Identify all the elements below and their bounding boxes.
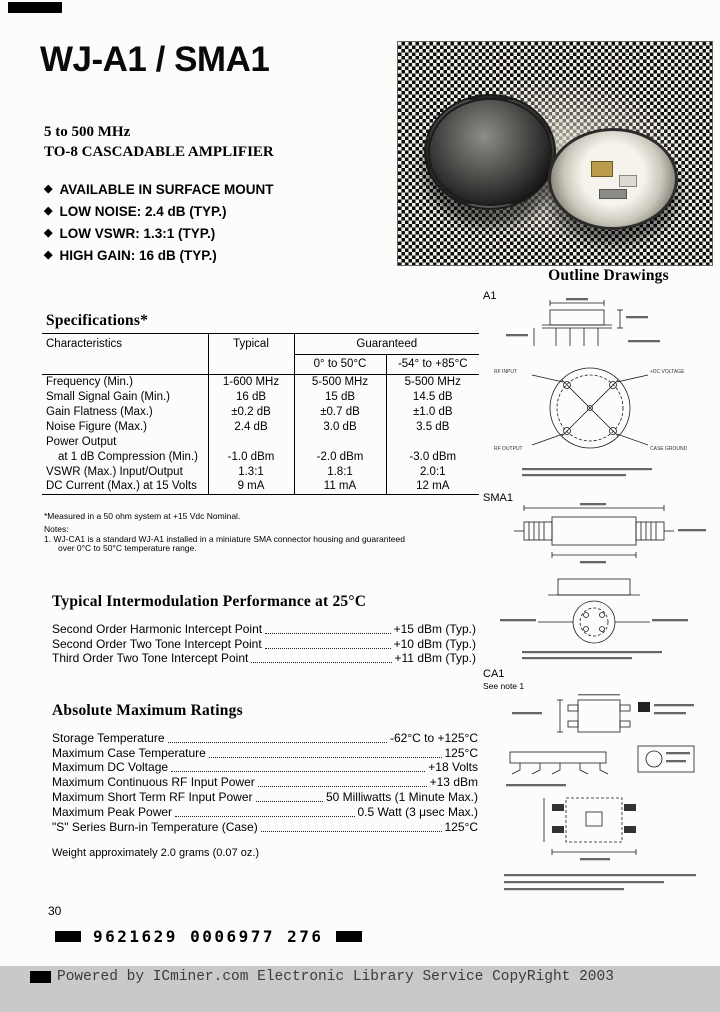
spec-label: Gain Flatness (Max.)	[46, 405, 153, 418]
spec-guaranteed-value-2: -3.0 dBm	[386, 450, 479, 465]
product-subtitle	[44, 122, 274, 162]
dot-leader	[258, 786, 427, 787]
footer-copyright: Powered by ICminer.com Electronic Library Service CopyRight 2003	[57, 969, 614, 985]
feature-list	[44, 178, 273, 266]
spec-label: Power Output	[46, 435, 117, 448]
spec-label: Noise Figure (Max.)	[46, 420, 147, 433]
spec-row	[42, 375, 479, 390]
subtitle-frequency: 5 to 500 MHz	[44, 124, 131, 140]
spec-typical-value: 2.4 dB	[208, 420, 294, 435]
spec-guaranteed-value-2: 5-500 MHz	[386, 375, 479, 390]
rating-row	[52, 745, 478, 760]
column-header-temp-range-1: 0° to 50°C	[294, 355, 386, 375]
barcode-right-block	[336, 931, 362, 942]
dot-leader	[265, 648, 391, 649]
note-1-line-1: 1. WJ-CA1 is a standard WJ-A1 installed in a miniature SMA connector housing and guaranteed	[44, 534, 405, 544]
column-header-temp-range-2: -54° to +85°C	[386, 355, 479, 375]
rating-value: 50 Milliwatts (1 Minute Max.)	[325, 789, 478, 804]
rating-label: Maximum DC Voltage	[52, 760, 169, 775]
hybrid-circuit-die	[599, 189, 627, 199]
diamond-bullet-icon: ◆	[44, 182, 53, 195]
absolute-maximum-list	[52, 730, 478, 834]
dot-leader	[171, 771, 425, 772]
a1-drawing-label: A1	[483, 290, 497, 302]
spec-row	[42, 465, 479, 480]
rating-label: "S" Series Burn-in Temperature (Case)	[52, 819, 258, 834]
dot-leader	[251, 662, 391, 663]
specifications-heading: Specifications*	[46, 312, 149, 329]
hybrid-circuit-die	[619, 175, 637, 187]
dot-leader	[265, 633, 391, 634]
rating-row	[52, 804, 478, 819]
column-header-typical: Typical	[208, 334, 294, 375]
intermod-label: Second Order Two Tone Intercept Point	[52, 636, 262, 651]
intermod-label: Second Order Harmonic Intercept Point	[52, 621, 263, 636]
spec-typical-value	[208, 435, 294, 450]
spec-label: VSWR (Max.) Input/Output	[46, 465, 183, 478]
sma1-outline-drawing	[488, 503, 714, 663]
barcode-left-block	[55, 931, 81, 942]
spec-typical-value: 9 mA	[208, 480, 294, 495]
intermodulation-heading: Typical Intermodulation Performance at 25°C	[52, 593, 367, 610]
barcode-digits: 9621629 0006977 276	[93, 927, 324, 946]
outline-drawings-heading: Outline Drawings	[548, 267, 669, 284]
spec-row	[42, 450, 479, 465]
spec-footnote: *Measured in a 50 ohm system at +15 Vdc Nominal.	[44, 511, 241, 521]
notes-label: Notes:	[44, 524, 69, 534]
ca1-drawing-label: CA1	[483, 668, 505, 680]
intermod-label: Third Order Two Tone Intercept Point	[52, 651, 249, 666]
spec-guaranteed-value-1: ±0.7 dB	[294, 405, 386, 420]
spec-guaranteed-value-1: 15 dB	[294, 390, 386, 405]
spec-guaranteed-value-1: 3.0 dB	[294, 420, 386, 435]
product-photo	[398, 42, 712, 265]
amplifier-can-closed	[424, 94, 556, 210]
rating-value: 0.5 Watt (3 μsec Max.)	[357, 804, 478, 819]
diamond-bullet-icon: ◆	[44, 204, 53, 217]
spec-guaranteed-value-2: 12 mA	[386, 480, 479, 495]
specifications-table	[42, 333, 479, 495]
rating-value: +18 Volts	[428, 760, 478, 775]
a1-pin-label-case-ground: CASE GROUND	[650, 446, 688, 452]
spec-guaranteed-value-1	[294, 435, 386, 450]
dot-leader	[256, 801, 323, 802]
feature-item	[44, 200, 273, 222]
ca1-see-note: See note 1	[483, 681, 525, 691]
a1-pin-label-rf-input: RF INPUT	[494, 369, 518, 375]
feature-item	[44, 222, 273, 244]
feature-text: LOW VSWR: 1.3:1 (TYP.)	[59, 225, 216, 241]
ca1-marking-block	[638, 702, 650, 712]
intermod-row	[52, 651, 476, 666]
rating-row	[52, 789, 478, 804]
rating-label: Maximum Case Temperature	[52, 745, 206, 760]
spec-guaranteed-value-1: 5-500 MHz	[294, 375, 386, 390]
rating-label: Maximum Peak Power	[52, 804, 173, 819]
rating-row	[52, 774, 478, 789]
intermod-row	[52, 636, 476, 651]
intermod-value: +15 dBm (Typ.)	[393, 621, 476, 636]
spec-row	[42, 390, 479, 405]
rating-label: Maximum Short Term RF Input Power	[52, 789, 253, 804]
sma1-drawing-label: SMA1	[483, 492, 513, 504]
feature-item	[44, 178, 273, 200]
spec-typical-value: 16 dB	[208, 390, 294, 405]
spec-guaranteed-value-2: 14.5 dB	[386, 390, 479, 405]
spec-guaranteed-value-2: 3.5 dB	[386, 420, 479, 435]
spec-typical-value: 1-600 MHz	[208, 375, 294, 390]
spec-label: Frequency (Min.)	[46, 375, 133, 388]
subtitle-type: TO-8 CASCADABLE AMPLIFIER	[44, 144, 274, 160]
page-number: 30	[48, 904, 62, 918]
hybrid-circuit-die	[591, 161, 613, 177]
intermod-value: +10 dBm (Typ.)	[393, 636, 476, 651]
page-title: WJ-A1 / SMA1	[40, 40, 270, 79]
note-1-line-2: over 0°C to 50°C temperature range.	[58, 543, 197, 553]
intermod-row	[52, 621, 476, 636]
dot-leader	[168, 742, 388, 743]
feature-text: HIGH GAIN: 16 dB (TYP.)	[59, 247, 217, 263]
rating-row	[52, 760, 478, 775]
rating-label: Storage Temperature	[52, 730, 165, 745]
rating-value: 125°C	[444, 819, 478, 834]
spec-typical-value: ±0.2 dB	[208, 405, 294, 420]
absolute-maximum-heading: Absolute Maximum Ratings	[52, 702, 243, 719]
spec-label: at 1 dB Compression (Min.)	[58, 450, 198, 463]
spec-guaranteed-value-1: 1.8:1	[294, 465, 386, 480]
column-header-guaranteed: Guaranteed	[294, 334, 479, 355]
intermod-value: +11 dBm (Typ.)	[394, 651, 476, 666]
footer-registration-mark	[30, 971, 51, 983]
weight-note: Weight approximately 2.0 grams (0.07 oz.)	[52, 847, 260, 859]
spec-typical-value: -1.0 dBm	[208, 450, 294, 465]
dot-leader	[175, 816, 354, 817]
rating-row	[52, 819, 478, 834]
spec-typical-value: 1.3:1	[208, 465, 294, 480]
a1-outline-drawing	[488, 298, 714, 490]
spec-guaranteed-value-1: -2.0 dBm	[294, 450, 386, 465]
spec-label: Small Signal Gain (Min.)	[46, 390, 170, 403]
spec-guaranteed-value-2: ±1.0 dB	[386, 405, 479, 420]
diamond-bullet-icon: ◆	[44, 226, 53, 239]
amplifier-can-open	[548, 128, 678, 230]
rating-value: -62°C to +125°C	[390, 730, 478, 745]
rating-value: +13 dBm	[429, 775, 478, 790]
barcode	[55, 927, 362, 946]
rating-row	[52, 730, 478, 745]
feature-text: LOW NOISE: 2.4 dB (TYP.)	[59, 203, 227, 219]
feature-item	[44, 244, 273, 266]
a1-pin-label-dc-voltage: +DC VOLTAGE	[650, 369, 685, 375]
spec-guaranteed-value-1: 11 mA	[294, 480, 386, 495]
spec-row	[42, 405, 479, 420]
a1-pin-label-rf-output: RF OUTPUT	[494, 446, 523, 452]
rating-value: 125°C	[444, 745, 478, 760]
dot-leader	[261, 831, 442, 832]
spec-label: DC Current (Max.) at 15 Volts	[46, 480, 197, 493]
spec-row	[42, 420, 479, 435]
column-header-characteristics: Characteristics	[42, 334, 208, 375]
feature-text: AVAILABLE IN SURFACE MOUNT	[59, 181, 274, 197]
registration-mark	[8, 2, 62, 13]
diamond-bullet-icon: ◆	[44, 248, 53, 261]
ca1-outline-drawing	[486, 694, 714, 900]
dot-leader	[209, 757, 442, 758]
rating-label: Maximum Continuous RF Input Power	[52, 775, 255, 790]
intermodulation-list	[52, 621, 476, 665]
spec-guaranteed-value-2: 2.0:1	[386, 465, 479, 480]
spec-row	[42, 480, 479, 495]
spec-row	[42, 435, 479, 450]
spec-guaranteed-value-2	[386, 435, 479, 450]
